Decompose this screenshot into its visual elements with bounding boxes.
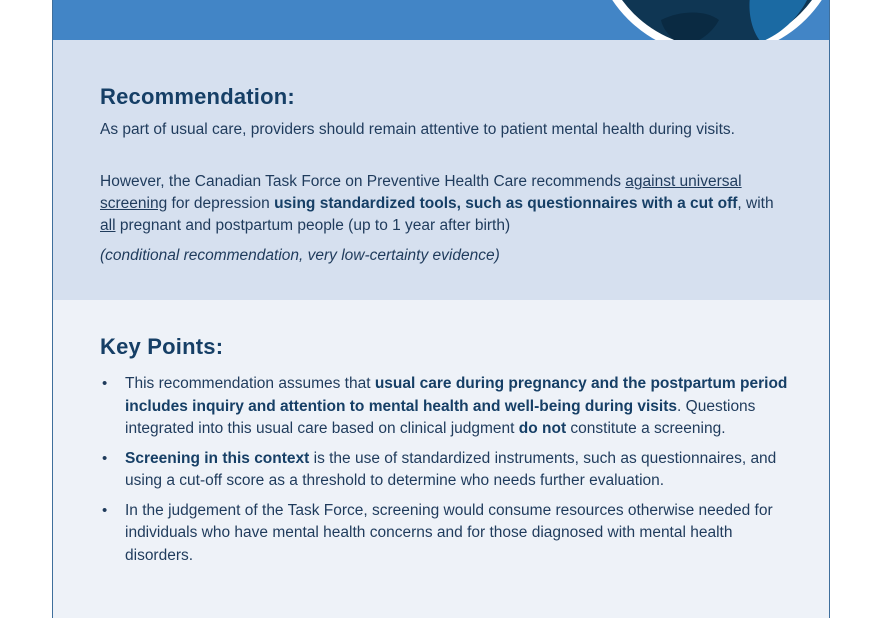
recommendation-heading: Recommendation:: [100, 84, 295, 109]
recommendation-text: However, the Canadian Task Force on Preventive Health Care recommends: [100, 173, 626, 190]
bullet-icon: •: [102, 501, 108, 519]
evidence-note: (conditional recommendation, very low-certainty evidence): [100, 247, 500, 264]
recommendation-text: for depression: [167, 195, 275, 212]
key-point-text: constitute a screening.: [566, 420, 726, 437]
recommendation-section: [53, 40, 829, 300]
recommendation-paragraph-1: As part of usual care, providers should remain attentive to patient mental health during visits.: [100, 121, 735, 138]
recommendation-paragraph-2: [100, 171, 790, 237]
key-point-item: [99, 448, 789, 493]
bullet-icon: •: [102, 375, 108, 392]
recommendation-text: pregnant and postpartum people (up to 1 year after birth): [115, 217, 511, 234]
key-point-text: This recommendation assumes that: [125, 375, 375, 392]
bullet-icon: •: [102, 449, 108, 467]
key-point-item: [99, 500, 789, 568]
against-universal-screening-text: against universal screening: [100, 173, 742, 212]
recommendation-text: , with: [737, 195, 774, 212]
key-points-section: [53, 300, 829, 618]
key-point-bold-text: usual care during pregnancy and the postpartum period includes inquiry and attention to mental health and well-being during visits: [125, 375, 788, 415]
key-points-heading: Key Points:: [100, 334, 224, 359]
key-point-text: is the use of standardized instruments, such as questionnaires, and using a cut-off score as a threshold to determine who needs further evaluation.: [125, 449, 777, 489]
key-point-text: . Questions integrated into this usual care based on clinical judgment: [125, 397, 756, 437]
key-point-text: In the judgement of the Task Force, screening would consume resources otherwise needed for individuals who have mental health concerns and for those diagnosed with mental health disorders.: [125, 501, 773, 564]
key-point-bold-text: Screening in this context: [125, 449, 310, 467]
key-points-list: [99, 373, 789, 574]
key-point-item: [99, 373, 789, 441]
header-banner: [53, 0, 829, 40]
key-point-bold-text: do not: [518, 420, 567, 437]
standardized-tools-text: using standardized tools, such as questionnaires with a cut off: [274, 195, 738, 212]
all-emphasis-text: all: [100, 217, 116, 234]
guideline-page: [52, 0, 830, 618]
